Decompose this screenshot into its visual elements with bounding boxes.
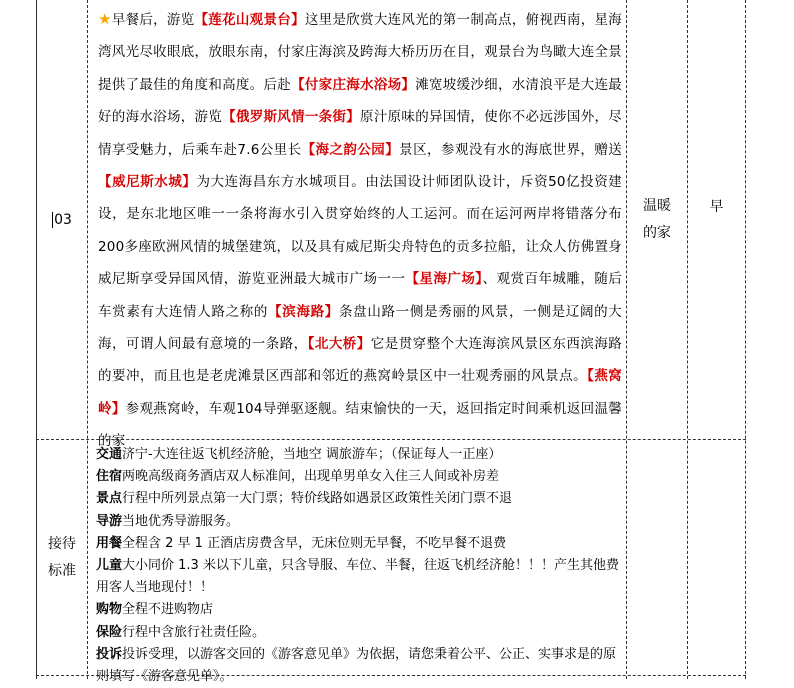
standard-item — [96, 511, 622, 533]
itinerary-segment: 、观赏百年城雕，随后车赏素有大连情人路之称的 — [98, 271, 623, 320]
standard-item — [96, 599, 622, 621]
attraction-name: 【海之韵公园】 — [301, 141, 400, 158]
standard-item — [96, 444, 622, 466]
attraction-name: 【俄罗斯风情一条街】 — [222, 109, 361, 126]
standard-label-cell — [37, 440, 87, 675]
attraction-name: 【滨海路】 — [268, 303, 339, 320]
standard-item-title: 儿童 — [96, 558, 123, 574]
standard-item-title: 用餐 — [96, 535, 123, 551]
standard-item-title: 景点 — [96, 491, 123, 507]
standard-item-text: 两晚高级商务酒店双人标准间，出现单男单女入住三人间或补房差 — [122, 469, 500, 485]
star-icon: ★ — [98, 10, 112, 28]
itinerary-segment: 参观燕窝岭，车观104导弹驱逐舰。结束愉快的一天，返回指定时间乘机返回温馨的家 — [98, 400, 622, 450]
standard-item-text: 行程中所列景点第一大门票；特价线路如遇景区政策性关闭门票不退 — [122, 491, 513, 507]
attraction-name: 【莲花山观景台】 — [194, 12, 305, 28]
itinerary-segment: 早餐后，游览 — [111, 12, 195, 28]
standard-item — [96, 622, 622, 644]
standard-item-title: 交通 — [96, 447, 123, 462]
standard-item-text: 行程中含旅行社责任险。 — [122, 624, 266, 640]
standard-item-title: 购物 — [96, 602, 123, 618]
itinerary-segment: 这里是欣赏大连风光的第一制高点，俯视西南，星海湾风光尽收眼底，放眼东南，付家庄海滨及跨海大桥历历在目，观景台为鸟瞰大连全景提供了最佳的角度和高度。后赴 — [98, 12, 622, 93]
standard-item-text: 投诉受理，以游客交回的《游客意见单》为依据，请您秉着公平、公正、实事求是的原则填写《游客意见单》。 — [96, 646, 617, 685]
standard-item-title: 住宿 — [96, 469, 123, 485]
attraction-name: 【付家庄海水浴场】 — [291, 76, 416, 93]
itinerary-text — [88, 3, 626, 450]
itinerary-segment: 滩宽坡缓沙细，水清浪平是大连最好的海水浴场，游览 — [98, 76, 622, 126]
meal-value: 早 — [709, 199, 724, 215]
attraction-name: 【星海广场】 — [405, 271, 483, 288]
standard-label: 接待标准 — [48, 535, 76, 579]
itinerary-segment: 条盘山路一侧是秀丽的风景，一侧是辽阔的大海，可谓人间最有意境的一条路， — [98, 303, 623, 353]
standard-item-text: 全程不进购物店 — [122, 602, 214, 618]
standard-item-text: 大小同价 1.3 米以下儿童，只含导服、车位、半餐，往返飞机经济舱！！！产生其他费用客人当地现付！！ — [96, 558, 619, 596]
standard-item-text: 当地优秀导游服务。 — [122, 513, 240, 529]
standard-item — [96, 466, 622, 488]
column-divider — [687, 0, 688, 679]
standard-item-title: 投诉 — [96, 646, 123, 662]
text-cursor — [52, 212, 53, 228]
standard-item-text: 全程含 2 早 1 正酒店房费含早，无床位则无早餐，不吃早餐不退费 — [122, 535, 507, 551]
column-divider — [745, 0, 746, 679]
standard-item-title: 导游 — [96, 513, 123, 529]
attraction-name: 【北大桥】 — [307, 336, 371, 353]
accommodation-cell — [627, 0, 687, 439]
attraction-name: 【威尼斯水城】 — [98, 174, 197, 191]
day-number: 03 — [54, 211, 72, 228]
day-number-cell — [37, 0, 87, 439]
itinerary-segment: 为大连海昌东方水城项目。由法国设计师团队设计，斥资50亿投资建设，是东北地区唯一一条将海水引入贯穿始终的人工运河。而在运河两岸将错落分布200多座欧洲风情的城堡建筑，以及具有威尼斯尖舟特色的贡多拉船，让众人仿佛置身威尼斯享受异国风情，游览亚洲最大城市广场一一 — [98, 174, 622, 288]
attraction-name: 【燕窝岭】 — [98, 368, 622, 417]
accommodation-value: 温暖的家 — [643, 197, 671, 241]
standard-item — [96, 555, 622, 599]
itinerary-segment: 原汁原味的异国情，使你不必远涉国外，尽情享受魅力，后乘车赴7.6公里长 — [98, 109, 622, 158]
standard-item-title: 保险 — [96, 624, 123, 640]
standard-item-text: 济宁-大连往返飞机经济舱，当地空 调旅游车；（保证每人一正座） — [122, 447, 502, 462]
standard-item — [96, 644, 622, 688]
standard-item — [96, 488, 622, 510]
itinerary-segment: 它是贯穿整个大连海滨风景区东西滨海路的要冲，而且也是老虎滩景区西部和邻近的燕窝岭景区中一壮观秀丽的风景点。 — [98, 336, 623, 385]
itinerary-segment: 景区，参观没有水的海底世界，赠送 — [399, 141, 623, 158]
standard-content — [88, 440, 626, 685]
standard-item — [96, 533, 622, 555]
